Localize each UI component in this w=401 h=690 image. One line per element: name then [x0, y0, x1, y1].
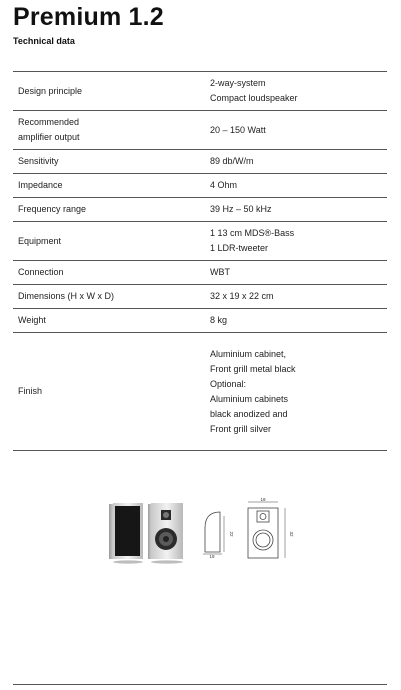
speaker-front-black-grill — [109, 503, 143, 564]
spec-label: Design principle — [13, 72, 204, 111]
spec-label: Recommended amplifier output — [13, 111, 204, 150]
spec-row-impedance — [13, 174, 387, 198]
spec-row-sensitivity — [13, 150, 387, 174]
spec-value: 1 13 cm MDS®-Bass 1 LDR-tweeter — [204, 222, 387, 261]
spec-value: WBT — [204, 261, 387, 285]
side-depth-label: 19 — [209, 554, 215, 559]
spec-value: 20 – 150 Watt — [204, 111, 387, 150]
spec-row-dimensions — [13, 285, 387, 309]
spec-row-amplifier-output — [13, 111, 387, 150]
spec-row-frequency-range — [13, 198, 387, 222]
spec-label: Equipment — [13, 222, 204, 261]
side-view-drawing — [203, 512, 224, 554]
spec-value: 8 kg — [204, 309, 387, 333]
spec-value: 4 Ohm — [204, 174, 387, 198]
spec-label: Impedance — [13, 174, 204, 198]
spec-value: 32 x 19 x 22 cm — [204, 285, 387, 309]
spec-label: Finish — [13, 333, 204, 451]
front-width-label: 19 — [260, 497, 266, 502]
front-view-drawing — [248, 502, 285, 558]
spec-row-finish — [13, 333, 387, 451]
product-figure — [108, 494, 294, 566]
spec-value: 89 db/W/m — [204, 150, 387, 174]
spec-label: Frequency range — [13, 198, 204, 222]
spec-row-weight — [13, 309, 387, 333]
spec-label: Weight — [13, 309, 204, 333]
spec-label: Connection — [13, 261, 204, 285]
spec-value: Aluminium cabinet, Front grill metal black Optional: Aluminium cabinets black anodized and Front grill silver — [204, 333, 387, 451]
spec-label: Sensitivity — [13, 150, 204, 174]
product-title: Premium 1.2 — [13, 3, 164, 31]
spec-row-equipment — [13, 222, 387, 261]
bottom-divider — [13, 684, 387, 685]
spec-table — [13, 71, 387, 451]
spec-row-design-principle — [13, 72, 387, 111]
spec-row-connection — [13, 261, 387, 285]
front-height-label: 32 — [289, 531, 294, 537]
spec-label: Dimensions (H x W x D) — [13, 285, 204, 309]
side-height-label: 22 — [229, 531, 234, 537]
spec-value: 39 Hz – 50 kHz — [204, 198, 387, 222]
speaker-without-grill — [148, 503, 183, 564]
section-subtitle: Technical data — [13, 36, 75, 46]
spec-value: 2-way-system Compact loudspeaker — [204, 72, 387, 111]
